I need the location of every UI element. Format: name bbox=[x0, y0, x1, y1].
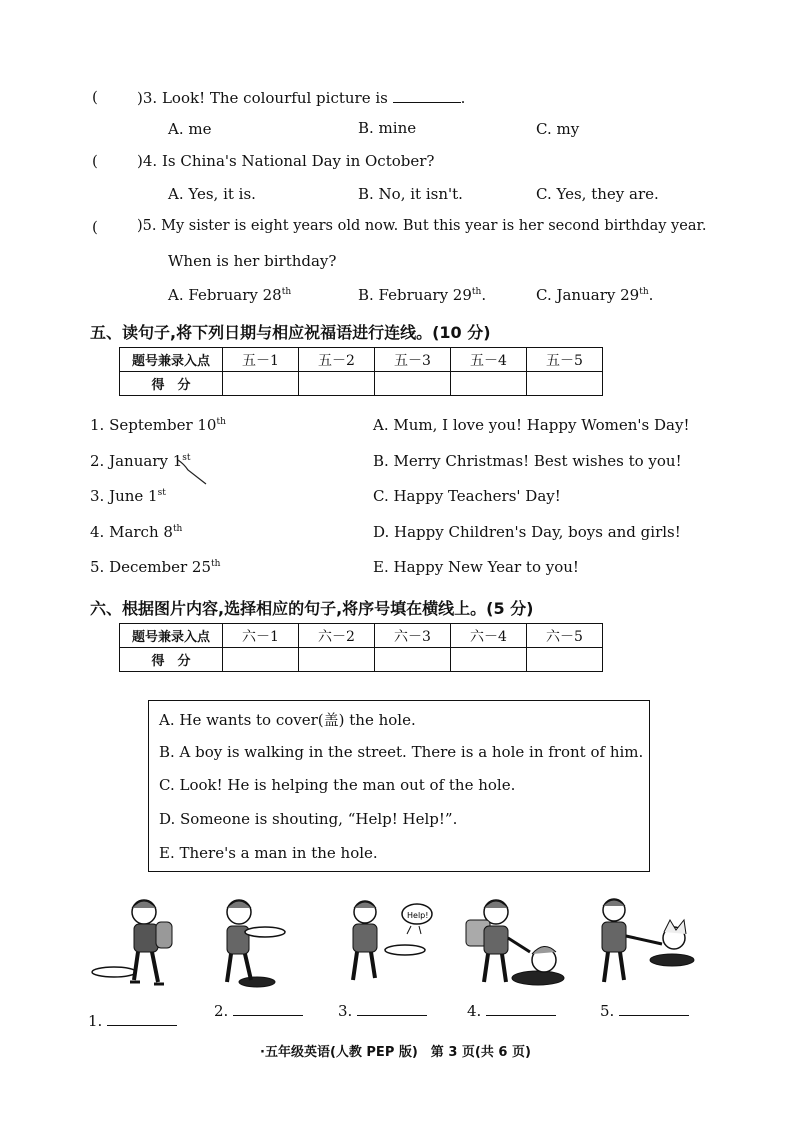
picture-1-answer: 1. bbox=[88, 1012, 177, 1030]
speech-bubble-text: Help! bbox=[407, 911, 429, 920]
sentence-option: C. Look! He is helping the man out of the hole. bbox=[159, 776, 516, 794]
q5-number: )5. bbox=[137, 218, 157, 234]
date-item: 5. December 25th bbox=[90, 558, 221, 576]
section5-score-table bbox=[119, 347, 603, 396]
q3-number: )3. bbox=[137, 89, 158, 107]
score-table-header: 题号兼录入点 bbox=[120, 624, 223, 648]
q5-stem bbox=[137, 218, 706, 234]
score-cell[interactable] bbox=[299, 648, 375, 672]
picture-5-answer: 5. bbox=[600, 1002, 689, 1020]
answer-line[interactable] bbox=[357, 1005, 427, 1016]
score-col: 五－1 bbox=[223, 348, 299, 372]
picture-3-help-shout bbox=[335, 890, 445, 1000]
greeting-item: B. Merry Christmas! Best wishes to you! bbox=[373, 452, 682, 470]
q4-option-c: C. Yes, they are. bbox=[536, 185, 659, 203]
score-cell[interactable] bbox=[299, 372, 375, 396]
sentence-option: E. There's a man in the hole. bbox=[159, 844, 378, 862]
q5-paren: ( bbox=[92, 218, 98, 236]
date-item: 1. September 10th bbox=[90, 416, 226, 434]
q5-option-c: C. January 29th. bbox=[536, 286, 654, 304]
q5-option-b: B. February 29th. bbox=[358, 286, 487, 304]
sentence-option: D. Someone is shouting, “Help! Help!”. bbox=[159, 810, 458, 828]
q3-paren: ( bbox=[92, 88, 98, 106]
score-cell[interactable] bbox=[223, 648, 299, 672]
score-col: 六－1 bbox=[223, 624, 299, 648]
sentence-box bbox=[148, 700, 650, 872]
page-footer: ·五年级英语(人教 PEP 版) 第 3 页(共 6 页) bbox=[260, 1045, 531, 1060]
sentence-option: A. He wants to cover(盖) the hole. bbox=[159, 711, 416, 729]
q4-stem bbox=[137, 152, 434, 170]
score-row-label: 得 分 bbox=[120, 372, 223, 396]
picture-2-boy-with-lid bbox=[205, 890, 315, 1000]
picture-1-boy-walking bbox=[82, 890, 192, 1000]
q3-blank[interactable] bbox=[393, 88, 461, 103]
picture-4-answer: 4. bbox=[467, 1002, 556, 1020]
greeting-item: A. Mum, I love you! Happy Women's Day! bbox=[373, 416, 690, 434]
q3-option-c: C. my bbox=[536, 120, 580, 138]
score-col: 五－4 bbox=[451, 348, 527, 372]
section6-title: 六、根据图片内容,选择相应的句子,将序号填在横线上。(5 分) bbox=[90, 599, 534, 618]
score-cell[interactable] bbox=[527, 372, 603, 396]
q3-option-a: A. me bbox=[168, 120, 212, 138]
q4-paren: ( bbox=[92, 152, 98, 170]
score-col: 五－5 bbox=[527, 348, 603, 372]
score-cell[interactable] bbox=[451, 648, 527, 672]
score-col: 五－3 bbox=[375, 348, 451, 372]
greeting-item: E. Happy New Year to you! bbox=[373, 558, 579, 576]
score-row-label: 得 分 bbox=[120, 648, 223, 672]
score-cell[interactable] bbox=[527, 648, 603, 672]
answer-line[interactable] bbox=[486, 1005, 556, 1016]
picture-2-answer: 2. bbox=[214, 1002, 303, 1020]
q4-option-a: A. Yes, it is. bbox=[168, 185, 256, 203]
score-cell[interactable] bbox=[375, 648, 451, 672]
score-cell[interactable] bbox=[375, 372, 451, 396]
q5-option-a: A. February 28th bbox=[168, 286, 292, 304]
q3-stem bbox=[137, 88, 465, 107]
date-item: 4. March 8th bbox=[90, 523, 183, 541]
score-col: 五－2 bbox=[299, 348, 375, 372]
q3-tail: . bbox=[460, 89, 466, 107]
date-item: 2. January 1st bbox=[90, 452, 191, 470]
score-table-header: 题号兼录入点 bbox=[120, 348, 223, 372]
score-col: 六－5 bbox=[527, 624, 603, 648]
q4-option-b: B. No, it isn't. bbox=[358, 185, 463, 203]
q4-number: )4. bbox=[137, 152, 158, 170]
q4-text: Is China's National Day in October? bbox=[161, 152, 435, 170]
section6-score-table bbox=[119, 623, 603, 672]
section5-title: 五、读句子,将下列日期与相应祝福语进行连线。(10 分) bbox=[90, 323, 491, 342]
picture-4-helping-man bbox=[458, 890, 578, 1000]
pencil-mark bbox=[170, 452, 220, 488]
score-col: 六－3 bbox=[375, 624, 451, 648]
score-col: 六－2 bbox=[299, 624, 375, 648]
answer-line[interactable] bbox=[233, 1005, 303, 1016]
greeting-item: D. Happy Children's Day, boys and girls! bbox=[373, 523, 681, 541]
q5-text: My sister is eight years old now. But this year is her second birthday year. bbox=[161, 218, 707, 234]
q5-stem-line2: When is her birthday? bbox=[168, 252, 337, 270]
q3-text: Look! The colourful picture is bbox=[161, 89, 388, 107]
answer-line[interactable] bbox=[619, 1005, 689, 1016]
q3-option-b: B. mine bbox=[358, 119, 417, 137]
date-item: 3. June 1st bbox=[90, 487, 166, 505]
answer-line[interactable] bbox=[107, 1015, 177, 1026]
score-cell[interactable] bbox=[451, 372, 527, 396]
picture-5-pulling-out bbox=[590, 890, 710, 1000]
greeting-item: C. Happy Teachers' Day! bbox=[373, 487, 561, 505]
sentence-option: B. A boy is walking in the street. There is a hole in front of him. bbox=[159, 743, 644, 761]
score-cell[interactable] bbox=[223, 372, 299, 396]
score-col: 六－4 bbox=[451, 624, 527, 648]
picture-3-answer: 3. bbox=[338, 1002, 427, 1020]
